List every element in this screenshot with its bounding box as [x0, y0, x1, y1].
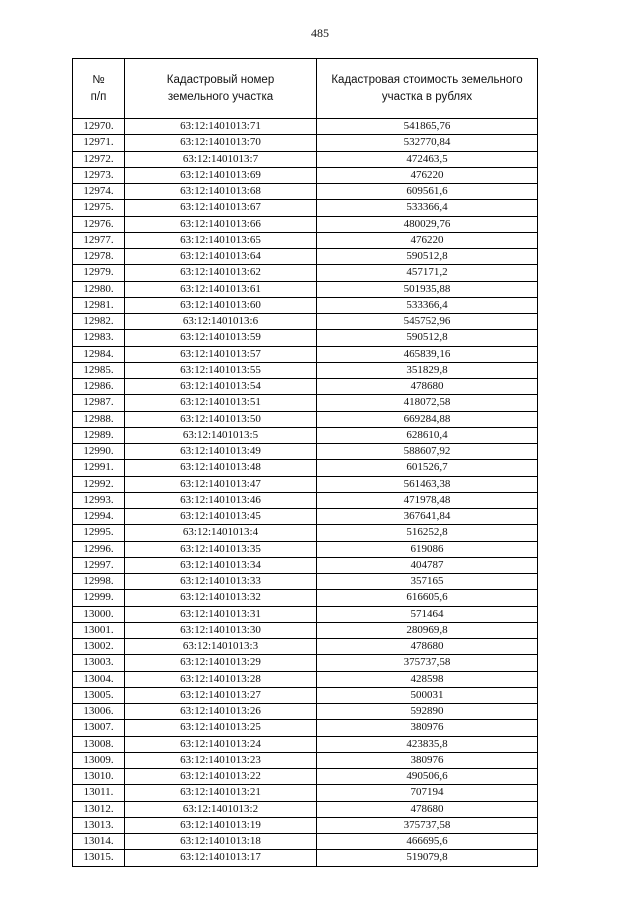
table-row	[73, 769, 538, 785]
cadastral-number-cell: 63:12:1401013:4	[125, 525, 317, 541]
row-number-cell: 13015.	[73, 850, 125, 866]
cadastral-number-cell: 63:12:1401013:55	[125, 362, 317, 378]
table-row	[73, 801, 538, 817]
cadastral-value-cell: 476220	[317, 232, 538, 248]
cadastral-number-cell: 63:12:1401013:68	[125, 184, 317, 200]
row-number-cell: 13005.	[73, 687, 125, 703]
row-number-cell: 13012.	[73, 801, 125, 817]
cadastral-value-cell: 588607,92	[317, 444, 538, 460]
row-number-cell: 13007.	[73, 720, 125, 736]
header-cadastral-value-line2: участка в рублях	[381, 90, 473, 103]
table-row	[73, 281, 538, 297]
cadastral-value-cell: 375737,58	[317, 817, 538, 833]
cadastral-value-cell: 428598	[317, 671, 538, 687]
cadastral-value-cell: 280969,8	[317, 622, 538, 638]
cadastral-number-cell: 63:12:1401013:67	[125, 200, 317, 216]
cadastral-number-cell: 63:12:1401013:54	[125, 379, 317, 395]
cadastral-number-cell: 63:12:1401013:21	[125, 785, 317, 801]
row-number-cell: 12987.	[73, 395, 125, 411]
table-row	[73, 687, 538, 703]
cadastral-value-cell: 351829,8	[317, 362, 538, 378]
cadastral-number-cell: 63:12:1401013:3	[125, 639, 317, 655]
table-row	[73, 574, 538, 590]
table-row	[73, 379, 538, 395]
cadastral-number-cell: 63:12:1401013:25	[125, 720, 317, 736]
table-row	[73, 785, 538, 801]
row-number-cell: 12998.	[73, 574, 125, 590]
cadastral-value-cell: 545752,96	[317, 314, 538, 330]
cadastral-value-cell: 601526,7	[317, 460, 538, 476]
row-number-cell: 12995.	[73, 525, 125, 541]
header-row	[73, 59, 538, 119]
table-row	[73, 720, 538, 736]
cadastral-value-cell: 501935,88	[317, 281, 538, 297]
row-number-cell: 12989.	[73, 427, 125, 443]
table-row	[73, 362, 538, 378]
cadastral-value-cell: 418072,58	[317, 395, 538, 411]
row-number-cell: 13001.	[73, 622, 125, 638]
cadastral-value-cell: 465839,16	[317, 346, 538, 362]
cadastral-value-cell: 480029,76	[317, 216, 538, 232]
cadastral-number-cell: 63:12:1401013:17	[125, 850, 317, 866]
cadastral-number-cell: 63:12:1401013:27	[125, 687, 317, 703]
cadastral-value-cell: 590512,8	[317, 330, 538, 346]
cadastral-value-cell: 541865,76	[317, 119, 538, 135]
row-number-cell: 13006.	[73, 704, 125, 720]
table-row	[73, 606, 538, 622]
header-cadastral-number-line2: земельного участка	[167, 90, 274, 103]
cadastral-number-cell: 63:12:1401013:64	[125, 249, 317, 265]
row-number-cell: 12994.	[73, 509, 125, 525]
cadastral-number-cell: 63:12:1401013:49	[125, 444, 317, 460]
table-row	[73, 834, 538, 850]
cadastral-value-cell: 571464	[317, 606, 538, 622]
row-number-cell: 12978.	[73, 249, 125, 265]
table-row	[73, 541, 538, 557]
cadastral-value-cell: 490506,6	[317, 769, 538, 785]
table-row	[73, 184, 538, 200]
cadastral-value-cell: 357165	[317, 574, 538, 590]
cadastral-number-cell: 63:12:1401013:57	[125, 346, 317, 362]
cadastral-value-cell: 471978,48	[317, 492, 538, 508]
cadastral-number-cell: 63:12:1401013:71	[125, 119, 317, 135]
header-cadastral-number	[125, 59, 317, 119]
cadastral-value-cell: 533366,4	[317, 200, 538, 216]
table-row	[73, 671, 538, 687]
cadastral-number-cell: 63:12:1401013:19	[125, 817, 317, 833]
cadastral-number-cell: 63:12:1401013:34	[125, 557, 317, 573]
table-row	[73, 736, 538, 752]
cadastral-number-cell: 63:12:1401013:30	[125, 622, 317, 638]
table-row	[73, 427, 538, 443]
cadastral-value-cell: 478680	[317, 801, 538, 817]
cadastral-number-cell: 63:12:1401013:28	[125, 671, 317, 687]
cadastral-number-cell: 63:12:1401013:7	[125, 151, 317, 167]
table-row	[73, 492, 538, 508]
table-header	[73, 59, 538, 119]
table-row	[73, 752, 538, 768]
cadastral-value-cell: 476220	[317, 167, 538, 183]
row-number-cell: 12970.	[73, 119, 125, 135]
cadastral-number-cell: 63:12:1401013:69	[125, 167, 317, 183]
cadastral-value-cell: 519079,8	[317, 850, 538, 866]
cadastral-value-cell: 466695,6	[317, 834, 538, 850]
row-number-cell: 12979.	[73, 265, 125, 281]
table-row	[73, 817, 538, 833]
table-row	[73, 330, 538, 346]
cadastral-number-cell: 63:12:1401013:18	[125, 834, 317, 850]
row-number-cell: 12980.	[73, 281, 125, 297]
table-row	[73, 297, 538, 313]
cadastral-value-cell: 457171,2	[317, 265, 538, 281]
table-row	[73, 167, 538, 183]
row-number-cell: 13002.	[73, 639, 125, 655]
row-number-cell: 12985.	[73, 362, 125, 378]
table-row	[73, 622, 538, 638]
table-row	[73, 216, 538, 232]
row-number-cell: 13014.	[73, 834, 125, 850]
header-row-number	[73, 59, 125, 119]
cadastral-value-cell: 516252,8	[317, 525, 538, 541]
cadastral-number-cell: 63:12:1401013:33	[125, 574, 317, 590]
row-number-cell: 13013.	[73, 817, 125, 833]
cadastral-value-cell: 590512,8	[317, 249, 538, 265]
row-number-cell: 13010.	[73, 769, 125, 785]
cadastral-number-cell: 63:12:1401013:45	[125, 509, 317, 525]
cadastral-value-cell: 478680	[317, 379, 538, 395]
cadastral-number-cell: 63:12:1401013:65	[125, 232, 317, 248]
cadastral-value-cell: 616605,6	[317, 590, 538, 606]
table-row	[73, 411, 538, 427]
table-body	[73, 119, 538, 867]
table-row	[73, 314, 538, 330]
row-number-cell: 12999.	[73, 590, 125, 606]
cadastral-value-cell: 628610,4	[317, 427, 538, 443]
header-cadastral-number-line1: Кадастровый номер	[166, 73, 275, 86]
table-row	[73, 525, 538, 541]
row-number-cell: 12991.	[73, 460, 125, 476]
row-number-cell: 13011.	[73, 785, 125, 801]
row-number-cell: 12971.	[73, 135, 125, 151]
cadastral-number-cell: 63:12:1401013:50	[125, 411, 317, 427]
cadastral-number-cell: 63:12:1401013:6	[125, 314, 317, 330]
table-row	[73, 151, 538, 167]
table-row	[73, 476, 538, 492]
row-number-cell: 12984.	[73, 346, 125, 362]
cadastral-number-cell: 63:12:1401013:48	[125, 460, 317, 476]
row-number-cell: 12976.	[73, 216, 125, 232]
row-number-cell: 12990.	[73, 444, 125, 460]
table-row	[73, 557, 538, 573]
cadastral-number-cell: 63:12:1401013:35	[125, 541, 317, 557]
table-row	[73, 590, 538, 606]
cadastral-number-cell: 63:12:1401013:31	[125, 606, 317, 622]
header-cadastral-value	[317, 59, 538, 119]
table-row	[73, 200, 538, 216]
cadastral-value-table	[72, 58, 538, 867]
row-number-cell: 13004.	[73, 671, 125, 687]
table-row	[73, 232, 538, 248]
row-number-cell: 12992.	[73, 476, 125, 492]
cadastral-value-cell: 472463,5	[317, 151, 538, 167]
cadastral-value-cell: 619086	[317, 541, 538, 557]
cadastral-value-cell: 561463,38	[317, 476, 538, 492]
row-number-cell: 12982.	[73, 314, 125, 330]
cadastral-number-cell: 63:12:1401013:26	[125, 704, 317, 720]
cadastral-number-cell: 63:12:1401013:51	[125, 395, 317, 411]
table-row	[73, 265, 538, 281]
table-row	[73, 639, 538, 655]
row-number-cell: 13000.	[73, 606, 125, 622]
cadastral-number-cell: 63:12:1401013:32	[125, 590, 317, 606]
cadastral-number-cell: 63:12:1401013:29	[125, 655, 317, 671]
cadastral-number-cell: 63:12:1401013:61	[125, 281, 317, 297]
row-number-cell: 12973.	[73, 167, 125, 183]
row-number-cell: 13003.	[73, 655, 125, 671]
cadastral-value-cell: 423835,8	[317, 736, 538, 752]
table-row	[73, 249, 538, 265]
cadastral-value-cell: 592890	[317, 704, 538, 720]
cadastral-value-cell: 532770,84	[317, 135, 538, 151]
row-number-cell: 12986.	[73, 379, 125, 395]
cadastral-value-cell: 380976	[317, 752, 538, 768]
row-number-cell: 12996.	[73, 541, 125, 557]
cadastral-value-cell: 375737,58	[317, 655, 538, 671]
table-row	[73, 460, 538, 476]
header-cadastral-value-line1: Кадастровая стоимость земельного	[331, 73, 523, 86]
cadastral-number-cell: 63:12:1401013:5	[125, 427, 317, 443]
table-row	[73, 395, 538, 411]
cadastral-number-cell: 63:12:1401013:24	[125, 736, 317, 752]
header-row-number-line2: п/п	[90, 90, 107, 103]
row-number-cell: 12972.	[73, 151, 125, 167]
table-row	[73, 850, 538, 866]
header-row-number-line1: №	[92, 73, 105, 86]
cadastral-number-cell: 63:12:1401013:62	[125, 265, 317, 281]
cadastral-number-cell: 63:12:1401013:70	[125, 135, 317, 151]
row-number-cell: 12974.	[73, 184, 125, 200]
row-number-cell: 12988.	[73, 411, 125, 427]
page-number: 485	[311, 26, 329, 40]
cadastral-value-cell: 478680	[317, 639, 538, 655]
table-row	[73, 444, 538, 460]
table-row	[73, 346, 538, 362]
cadastral-number-cell: 63:12:1401013:59	[125, 330, 317, 346]
cadastral-value-cell: 404787	[317, 557, 538, 573]
cadastral-value-cell: 669284,88	[317, 411, 538, 427]
cadastral-number-cell: 63:12:1401013:66	[125, 216, 317, 232]
cadastral-number-cell: 63:12:1401013:60	[125, 297, 317, 313]
row-number-cell: 12983.	[73, 330, 125, 346]
table-row	[73, 119, 538, 135]
table-row	[73, 704, 538, 720]
table-row	[73, 135, 538, 151]
table-row	[73, 655, 538, 671]
row-number-cell: 12981.	[73, 297, 125, 313]
row-number-cell: 13009.	[73, 752, 125, 768]
cadastral-value-cell: 533366,4	[317, 297, 538, 313]
cadastral-number-cell: 63:12:1401013:46	[125, 492, 317, 508]
row-number-cell: 12997.	[73, 557, 125, 573]
cadastral-number-cell: 63:12:1401013:2	[125, 801, 317, 817]
row-number-cell: 13008.	[73, 736, 125, 752]
row-number-cell: 12975.	[73, 200, 125, 216]
cadastral-value-cell: 380976	[317, 720, 538, 736]
cadastral-number-cell: 63:12:1401013:23	[125, 752, 317, 768]
cadastral-value-cell: 367641,84	[317, 509, 538, 525]
cadastral-number-cell: 63:12:1401013:47	[125, 476, 317, 492]
cadastral-value-cell: 500031	[317, 687, 538, 703]
row-number-cell: 12977.	[73, 232, 125, 248]
cadastral-value-cell: 609561,6	[317, 184, 538, 200]
row-number-cell: 12993.	[73, 492, 125, 508]
table-row	[73, 509, 538, 525]
cadastral-value-cell: 707194	[317, 785, 538, 801]
cadastral-number-cell: 63:12:1401013:22	[125, 769, 317, 785]
